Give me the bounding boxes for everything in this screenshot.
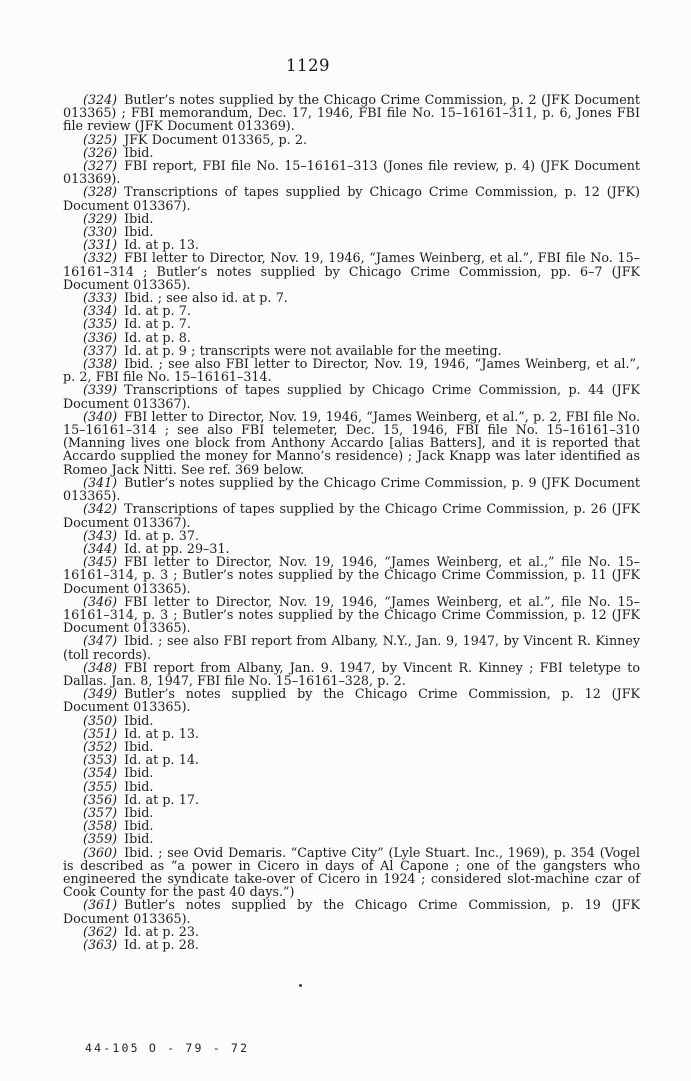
footnote-number: (335) [83, 316, 118, 332]
footnote-text: Ibid. [124, 712, 154, 728]
footnote-text: Transcriptions of tapes supplied by Chicago Crime Commission, p. 44 (JFK Document 013367). [63, 382, 640, 411]
footnotes-section [63, 93, 640, 951]
footnote-327 [63, 159, 640, 185]
footnote-number: (341) [83, 474, 118, 490]
footnote-number: (342) [83, 501, 118, 517]
footnote-text: Id. at p. 9 ; transcripts were not available for the meeting. [124, 342, 502, 358]
footnote-number: (326) [83, 144, 118, 160]
footnote-324 [63, 93, 640, 133]
footnote-number: (332) [83, 250, 118, 266]
footnote-345 [63, 555, 640, 595]
footnote-number: (361) [83, 897, 118, 913]
page-number: 1129 [286, 56, 330, 75]
footnote-number: (324) [83, 92, 118, 107]
footnote-number: (333) [83, 290, 118, 306]
footnote-number: (331) [83, 237, 118, 253]
footnote-347 [63, 634, 640, 660]
footnote-number: (328) [83, 184, 118, 200]
footnote-332 [63, 251, 640, 291]
footnote-number: (350) [83, 712, 118, 728]
footnote-text: Ibid. ; see also id. at p. 7. [124, 290, 288, 306]
footnote-text: Butler’s notes supplied by the Chicago Crime Commission, p. 9 (JFK Document 013365). [63, 474, 640, 504]
footnote-text: Ibid. [124, 738, 154, 754]
footnote-text: Id. at p. 13. [124, 725, 199, 741]
footnote-text: Id. at p. 14. [124, 752, 199, 768]
footnote-338 [63, 357, 640, 383]
footnote-text: Butler’s notes supplied by the Chicago Crime Commission, p. 12 (JFK Document 013365). [63, 686, 640, 715]
print-artifact-dot [299, 984, 302, 987]
footnote-text: Transcriptions of tapes supplied by the Chicago Crime Commission, p. 26 (JFK Document 013367). [63, 501, 640, 530]
footnote-341 [63, 476, 640, 502]
footnote-text: FBI letter to Director, Nov. 19, 1946, “James Weinberg, et al.”, p. 2, FBI file No. 15–16161–314 ; see also FBI telemeter, Dec. 15, 1946, FBI file No. 15–16161–310 (Manning lives one block from Anthony Accardo [alias Batters], and it is reported that Accardo supplied the money for Manno’s residence) ; Jack Knapp was later identified as Romeo Jack Nitti. See ref. 369 below. [63, 408, 640, 477]
footnote-text: Id. at p. 37. [124, 527, 199, 543]
footnote-349 [63, 687, 640, 713]
footnote-text: Id. at p. 23. [124, 923, 199, 939]
footnote-number: (336) [83, 329, 118, 345]
footnote-number: (357) [83, 804, 118, 820]
footnote-text: Ibid. [124, 778, 154, 794]
footnote-number: (347) [83, 633, 118, 649]
footnote-text: Id. at p. 17. [124, 791, 199, 807]
footnote-number: (340) [83, 408, 118, 424]
footnote-text: FBI letter to Director, Nov. 19, 1946, “James Weinberg, et al.”, FBI file No. 15–16161–314 ; Butler’s notes supplied by Chicago Crime Commission, pp. 6–7 (JFK Document 013365). [63, 250, 640, 292]
footnote-number: (358) [83, 818, 118, 834]
footnote-number: (352) [83, 738, 118, 754]
footnote-340 [63, 410, 640, 476]
footnote-text: Ibid. ; see also FBI report from Albany, N.Y., Jan. 9, 1947, by Vincent R. Kinney (toll records). [63, 633, 640, 662]
footnote-number: (338) [83, 356, 118, 372]
footnote-348 [63, 661, 640, 687]
footnote-text: FBI report, FBI file No. 15–16161–313 (Jones file review, p. 4) (JFK Document 013369). [63, 158, 640, 187]
footnote-328 [63, 185, 640, 211]
footnote-number: (353) [83, 752, 118, 768]
footnote-number: (346) [83, 593, 118, 609]
footnote-number: (355) [83, 778, 118, 794]
footnote-361 [63, 898, 640, 924]
footnote-342 [63, 502, 640, 528]
footnote-text: Id. at p. 7. [124, 316, 191, 332]
footnote-number: (349) [83, 686, 118, 702]
footnote-346 [63, 595, 640, 635]
footnote-text: Id. at p. 7. [124, 303, 191, 319]
footnote-number: (362) [83, 923, 118, 939]
footnote-number: (356) [83, 791, 118, 807]
footnote-number: (348) [83, 659, 118, 675]
footnote-text: Ibid. [124, 831, 154, 847]
footnote-text: JFK Document 013365, p. 2. [124, 131, 308, 147]
footnote-text: Transcriptions of tapes supplied by Chicago Crime Commission, p. 12 (JFK) Document 013367). [63, 184, 640, 213]
footnote-text: Ibid. ; see also FBI letter to Director, Nov. 19, 1946, “James Weinberg, et al.”, p. 2, FBI file No. 15–16161–314. [63, 356, 640, 385]
footnote-text: Ibid. [124, 224, 154, 240]
footnote-text: Ibid. [124, 804, 154, 820]
footnote-text: Butler’s notes supplied by the Chicago Crime Commission, p. 2 (JFK Document 013365) ; FBI memorandum, Dec. 17, 1946, FBI file No. 15–16161–311, p. 6, Jones FBI file review (JFK Document 013369). [63, 92, 640, 134]
footnote-text: Id. at pp. 29–31. [124, 540, 230, 556]
footnote-363 [63, 938, 640, 951]
footnote-text: Ibid. [124, 765, 154, 781]
footnote-number: (343) [83, 527, 118, 543]
footnote-text: Ibid. [124, 818, 154, 834]
footnote-number: (330) [83, 224, 118, 240]
footnote-text: Ibid. [124, 144, 154, 160]
footnote-339 [63, 383, 640, 409]
footnote-number: (363) [83, 937, 118, 952]
footnote-number: (339) [83, 382, 118, 398]
footnote-text: Id. at p. 8. [124, 329, 191, 345]
footnote-number: (344) [83, 540, 118, 556]
footnote-360 [63, 846, 640, 899]
footnote-number: (334) [83, 303, 118, 319]
footnote-text: Ibid. [124, 210, 154, 226]
footnote-text: FBI letter to Director, Nov. 19, 1946, “James Weinberg, et al.”, file No. 15–16161–314, p. 3 ; Butler’s notes supplied by the Chicago Crime Commission, p. 12 (JFK Document 013365). [63, 593, 640, 636]
footnote-number: (354) [83, 765, 118, 781]
gpo-print-code: 44-105 O - 79 - 72 [85, 1041, 250, 1055]
footnote-text: Butler’s notes supplied by the Chicago Crime Commission, p. 19 (JFK Document 013365). [63, 897, 640, 926]
footnote-text: Id. at p. 28. [124, 937, 199, 952]
footnote-text: Id. at p. 13. [124, 237, 199, 253]
footnote-number: (359) [83, 831, 118, 847]
footnote-number: (327) [83, 158, 118, 174]
footnote-number: (329) [83, 210, 118, 226]
footnote-number: (337) [83, 342, 118, 358]
footnote-number: (345) [83, 554, 118, 570]
footnote-text: Ibid. ; see Ovid Demaris. “Captive City” (Lyle Stuart. Inc., 1969), p. 354 (Vogel is described as “a power in Cicero in days of Al Capone ; one of the gangsters who engineered the syndicate take-over of Cicero in 1924 ; considered slot-machine czar of Cook County for the past 40 days.”) [63, 844, 640, 900]
footnote-text: FBI report from Albany, Jan. 9. 1947, by Vincent R. Kinney ; FBI teletype to Dallas. Jan. 8, 1947, FBI file No. 15–16161–328, p. 2. [63, 659, 640, 688]
footnote-number: (351) [83, 725, 118, 741]
footnote-text: FBI letter to Director, Nov. 19, 1946, “James Weinberg, et al.,” file No. 15–16161–314, p. 3 ; Butler’s notes supplied by the Chicago Crime Commission, p. 11 (JFK Document 013365). [63, 554, 640, 596]
footnote-number: (360) [83, 844, 118, 860]
footnote-number: (325) [83, 131, 118, 147]
